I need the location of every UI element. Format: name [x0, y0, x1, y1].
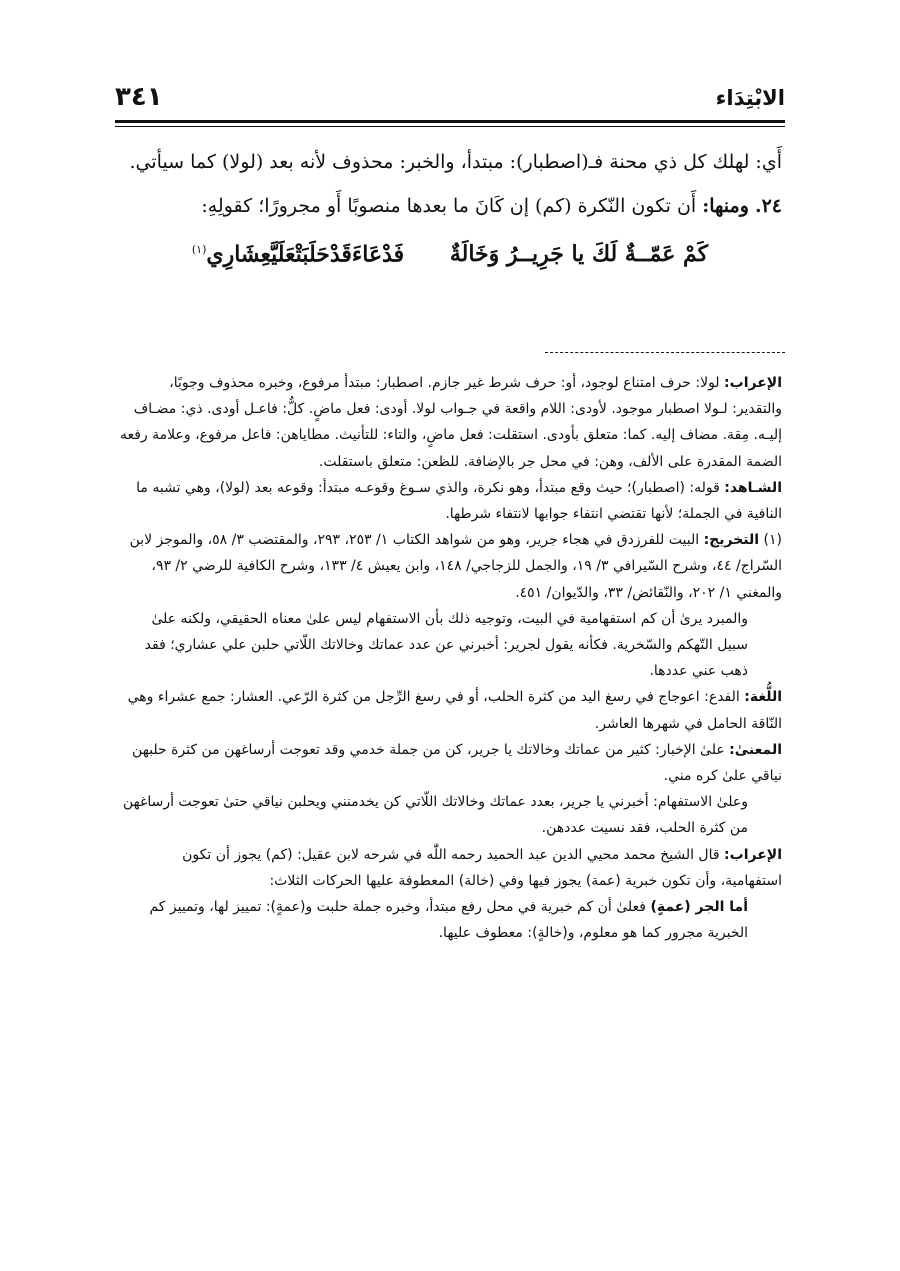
chapter-title: الابْتِدَاء	[715, 86, 785, 110]
numbered-item	[118, 184, 782, 228]
note-text: فعلىٰ أن كم خبرية في محل رفع مبتدأ، وخبره جملة حلبت و(عمةٍ): تمييز لها، وتمييز كم الخبرية مجرور كما هو معلوم، و(خالةٍ): معطوف عليها.	[149, 899, 748, 942]
note-irab-second	[118, 842, 782, 894]
main-text	[118, 140, 782, 276]
footnote-ref: (١)	[191, 243, 207, 256]
note-istifham: وعلىٰ الاستفهام: أخبرني يا جرير، بعدد عماتك وخالاتك اللّاتي كن يخدمنني ويحلبن نياقي حتىٰ تعوجت أرساغهن من كثرة الحلب، فقد نسيت عددهن.	[122, 794, 748, 837]
note-jarr	[118, 894, 782, 946]
note-text: البيت للفرزدق في هجاء جرير، وهو من شواهد الكتاب ١/ ٢٥٣، ٢٩٣، والمقتضب ٣/ ٥٨، والموجز لابن السّراج/ ٤٤، وشرح السّيرافي ٣/ ١٩، والجمل للزجاجي/ ١٤٨، وابن يعيش ٤/ ١٣٣، وشرح الكافية للرضي ٢/ ٩٣، والمغني ١/ ٢٠٢، والنّقائض/ ٣٣، والدّيوان/ ٤٥١.	[129, 532, 782, 601]
note-lugha	[118, 684, 782, 736]
note-mana	[118, 737, 782, 789]
note-takhrij	[118, 527, 782, 606]
note-text: علىٰ الإخبار: كثير من عماتك وخالاتك يا جرير، كن من جملة خدمي وقد تعوجت أرساغهن من كثرة حلبهن نياقي علىٰ كره مني.	[132, 741, 782, 785]
verse-first-hemistich: كَمْ عَمّــةٌ لَكَ يا جَرِيــرُ وَخَالَةٌ	[449, 241, 709, 268]
note-label: الشـاهد:	[724, 479, 782, 496]
note-label: الإعراب:	[724, 375, 782, 391]
note-shahid	[118, 475, 782, 527]
note-text: قال الشيخ محمد محيي الدين عبد الحميد رحمه اللّٰه في شرحه لابن عقيل: (كم) يجوز أن تكون استفهامية، وأن تكون خبرية (عمة) يجوز فيها وفي (خالة) المعطوفة عليها الحركات الثلاث:	[182, 846, 782, 889]
note-label: المعنىٰ:	[729, 741, 782, 758]
note-label: أما الجر (عمةٍ)	[650, 899, 748, 916]
verse-second-hemistich: فَدْعَاءَقَدْحَلَبَتْعَلَيَّعِشَارِي	[206, 241, 405, 268]
note-mubarrad: والمبرد يرىٰ أن كم استفهامية في البيت، وتوجيه ذلك بأن الاستفهام ليس علىٰ معناه الحقيقي، ولكنه علىٰ سبيل التّهكم والسّخرية. فكأنه يقول لجرير: أخبرني عن عدد عماتك وخالاتك اللّاتي حلبن علي عشاري؛ فقد ذهب عني عددها.	[144, 610, 748, 680]
note-text: قوله: (اصطبار)؛ حيث وقع مبتدأ، وهو نكرة، والذي سـوغ وقوعـه مبتدأ: وقوعه بعد (لولا)، وهي تشبه ما النافية في الجملة؛ لأنها تقتضي انتفاء جوابها لانتفاء شرطها.	[136, 479, 782, 523]
main-paragraph: أَي: لهلك كل ذي محنة فـ(اصطبار): مبتدأ، والخبر: محذوف لأنه بعد (لولا) كما سيأتي.	[129, 151, 782, 173]
header-rule-thick	[115, 120, 785, 123]
note-label: الإعراب:	[724, 846, 782, 863]
note-irab	[118, 370, 782, 475]
note-label: التخريج:	[703, 532, 760, 549]
item-number: ٢٤.	[754, 195, 782, 217]
note-label: اللُّغة:	[744, 689, 782, 706]
footnotes	[118, 370, 782, 946]
page-number: ٣٤١	[115, 82, 163, 112]
footnote-divider	[545, 352, 785, 353]
note-text: الفدع: اعوجاج في رسغ اليد من كثرة الحلب، أو في رسغ الرِّجل من كثرة الرّعي. العشار: جمع عشراء وهي النّاقة الحامل في شهرها العاشر.	[127, 689, 782, 732]
header-rule-thin	[115, 126, 785, 127]
note-text: لولا: حرف امتناع لوجود، أو: حرف شرط غير جازم. اصطبار: مبتدأ مرفوع، وخبره محذوف وجوبًا، والتقدير: لـولا اصطبار موجود. لأودى: اللام واقعة في جـواب لولا. أودى: فعل ماضٍ. كلٌّ: فاعـل أودى. ذي: مضـاف إليـه. مِقة. مضاف إليه. كما: متعلق بأودى. استقلت: فعل ماضٍ، والتاء: للتأنيث. مطاياهن: فاعل مرفوع، وعلامة رفعه الضمة المقدرة على الألف، وهن: في محل جر بالإضافة. للظعن: متعلق باستقلت.	[119, 375, 782, 470]
item-text: أَن تكون النّكرة (كم) إن كَانَ ما بعدها منصوبًا أَو مجرورًا؛ كقولِهِ:	[201, 195, 703, 217]
page-header	[115, 82, 785, 118]
item-keyword: ومنها:	[702, 195, 749, 217]
poetry-verse	[118, 228, 782, 276]
footnote-number: (١)	[763, 532, 782, 549]
